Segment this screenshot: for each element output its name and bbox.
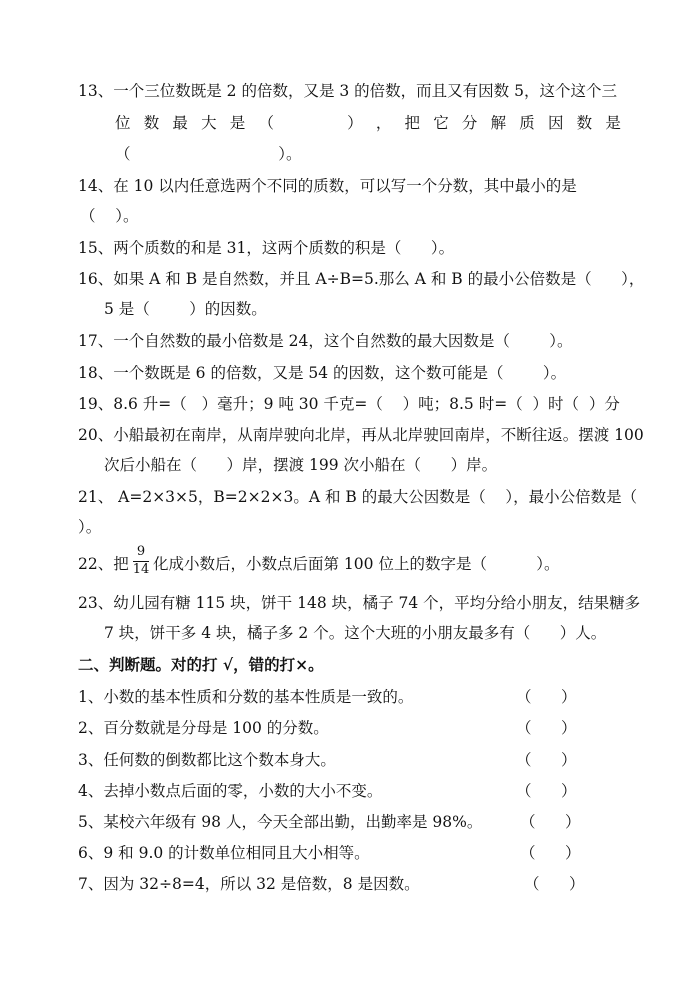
judge-item-text: 1、小数的基本性质和分数的基本性质是一致的。	[78, 688, 414, 706]
section2-heading: 二、判断题。对的打 √，错的打×。	[78, 655, 324, 674]
q22-denominator: 14	[132, 562, 150, 577]
q22-prefix: 22、把	[78, 555, 129, 573]
judge-item-blank: （ ）	[516, 719, 577, 737]
q18-line: 18、一个数既是 6 的倍数，又是 54 的因数，这个数可能是（ ）。	[78, 364, 567, 382]
q13-char: 最	[172, 114, 188, 132]
q13-line1: 13、一个三位数既是 2 的倍数，又是 3 的倍数，而且又有因数 5，这个这个三	[78, 82, 617, 100]
q13-char: 数	[576, 114, 593, 132]
q17-line: 17、一个自然数的最小倍数是 24，这个自然数的最大因数是（ ）。	[78, 332, 573, 350]
q22-suffix: 化成小数后，小数点后面第 100 位上的数字是（ ）。	[153, 555, 560, 573]
q16-line1: 16、如果 A 和 B 是自然数，并且 A÷B=5.那么 A 和 B 的最小公倍数是（ ），	[78, 270, 645, 288]
judge-item-blank: （ ）	[524, 875, 585, 893]
q13-char: 数	[143, 114, 160, 132]
judge-item-blank: （ ）	[520, 844, 581, 862]
judge-item-blank: （ ）	[516, 688, 577, 706]
q13-char: 分	[461, 114, 478, 132]
q13-char: ，	[375, 114, 392, 132]
q13-char: 是	[605, 114, 621, 132]
q13-char: 是	[229, 114, 246, 132]
judge-item-blank: （ ）	[520, 813, 581, 831]
judge-item-text: 5、某校六年级有 98 人，今天全部出勤，出勤率是 98%。	[78, 813, 483, 831]
judge-item-blank: （ ）	[516, 782, 577, 800]
q13-char: 把	[404, 114, 421, 132]
q13-char: （	[258, 114, 274, 132]
q15-line: 15、两个质数的和是 31，这两个质数的积是（ ）。	[78, 239, 455, 257]
judge-item-text: 2、百分数就是分母是 100 的分数。	[78, 719, 329, 737]
judge-item-text: 6、9 和 9.0 的计数单位相同且大小相等。	[78, 844, 370, 862]
q13-char: 因	[547, 114, 564, 132]
q13-char: 大	[201, 114, 217, 132]
q21-line2: ）。	[78, 518, 102, 536]
q13-line2	[115, 112, 621, 134]
q19-line: 19、8.6 升=（ ）毫升；9 吨 30 千克=（ ）吨；8.5 时=（ ）时（ ）分	[78, 395, 620, 413]
q21-line1: 21、 A=2×3×5，B=2×2×3。A 和 B 的最大公因数是（ ），最小公倍数是（	[78, 488, 638, 506]
judge-item-text: 3、任何数的倒数都比这个数本身大。	[78, 751, 336, 769]
q13-line3: （ ）。	[115, 145, 302, 163]
q13-char: 位	[115, 114, 131, 132]
q23-line2: 7 块，饼干多 4 块，橘子多 2 个。这个大班的小朋友最多有（ ）人。	[104, 624, 607, 642]
judge-item-blank: （ ）	[516, 751, 577, 769]
q20-line1: 20、小船最初在南岸，从南岸驶向北岸，再从北岸驶回南岸，不断往返。摆渡 100	[78, 426, 644, 444]
q14-line1: 14、在 10 以内任意选两个不同的质数，可以写一个分数，其中最小的是	[78, 177, 577, 195]
q14-line2: （ ）。	[80, 207, 139, 225]
q13-char: 质	[519, 114, 535, 132]
q13-char: 解	[490, 114, 507, 132]
q20-line2: 次后小船在（ ）岸，摆渡 199 次小船在（ ）岸。	[104, 456, 498, 474]
q13-char: ）	[347, 114, 363, 132]
q22-numerator: 9	[136, 544, 146, 559]
judge-item-text: 7、因为 32÷8=4，所以 32 是倍数，8 是因数。	[78, 875, 420, 893]
judge-item-text: 4、去掉小数点后面的零，小数的大小不变。	[78, 782, 383, 800]
q13-char: 它	[433, 114, 449, 132]
q16-line2: 5 是（ ）的因数。	[104, 300, 267, 318]
q23-line1: 23、幼儿园有糖 115 块，饼干 148 块，橘子 74 个，平均分给小朋友，结果糖多	[78, 594, 641, 612]
